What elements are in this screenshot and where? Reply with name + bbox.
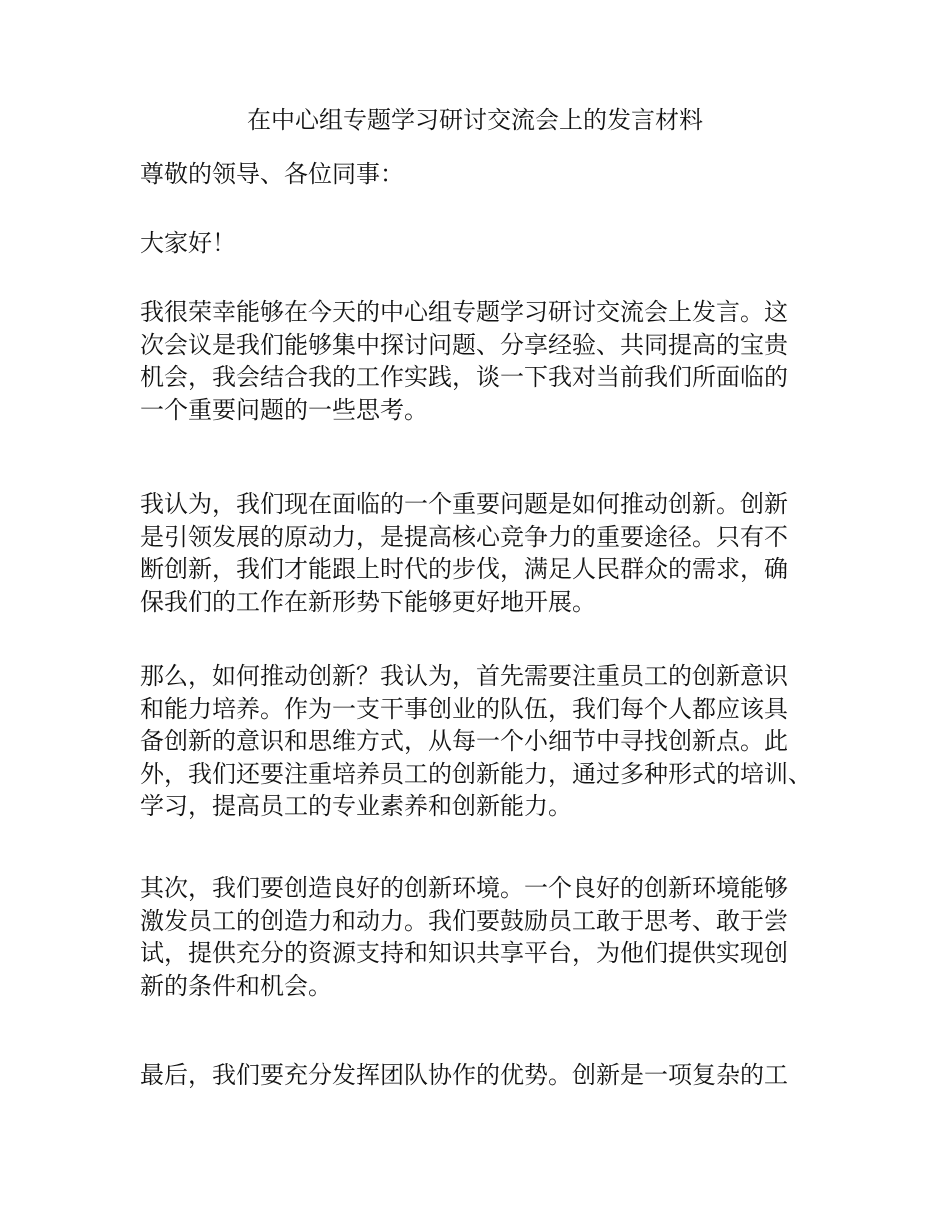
paragraph-line: 我认为，我们现在面临的一个重要问题是如何推动创新。创新	[140, 490, 788, 518]
paragraph-2	[140, 488, 830, 618]
paragraph-line: 其次，我们要创造良好的创新环境。一个良好的创新环境能够	[140, 874, 788, 902]
paragraph-1	[140, 296, 830, 426]
document-title: 在中心组专题学习研讨交流会上的发言材料	[247, 106, 703, 134]
paragraph-line: 学习，提高员工的专业素养和创新能力。	[140, 792, 572, 820]
paragraph-line: 我很荣幸能够在今天的中心组专题学习研讨交流会上发言。这	[140, 298, 788, 326]
paragraph-line: 机会，我会结合我的工作实践，谈一下我对当前我们所面临的	[140, 363, 788, 391]
paragraph-line: 最后，我们要充分发挥团队协作的优势。创新是一项复杂的工	[140, 1061, 788, 1089]
paragraph-line: 一个重要问题的一些思考。	[140, 395, 428, 424]
salutation	[140, 158, 830, 191]
salutation-text: 尊敬的领导、各位同事：	[140, 160, 404, 188]
paragraph-5	[140, 1059, 830, 1092]
paragraph-line: 试，提供充分的资源支持和知识共享平台，为他们提供实现创	[140, 939, 788, 967]
paragraph-line: 保我们的工作在新形势下能够更好地开展。	[140, 587, 596, 616]
paragraph-line: 那么，如何推动创新？我认为，首先需要注重员工的创新意识	[140, 662, 788, 690]
paragraph-line: 和能力培养。作为一支干事创业的队伍，我们每个人都应该具	[140, 694, 788, 723]
paragraph-line: 次会议是我们能够集中探讨问题、分享经验、共同提高的宝贵	[140, 330, 788, 359]
greeting	[140, 227, 830, 260]
paragraph-3	[140, 660, 830, 823]
paragraph-line: 断创新，我们才能跟上时代的步伐，满足人民群众的需求，确	[140, 555, 788, 583]
greeting-text: 大家好！	[140, 229, 236, 257]
paragraph-line: 新的条件和机会。	[140, 971, 332, 1000]
paragraph-line: 外，我们还要注重培养员工的创新能力，通过多种形式的培训、	[140, 759, 812, 788]
paragraph-line: 是引领发展的原动力，是提高核心竞争力的重要途径。只有不	[140, 522, 788, 551]
paragraph-line: 备创新的意识和思维方式，从每一个小细节中寻找创新点。此	[140, 727, 788, 755]
paragraph-line: 激发员工的创造力和动力。我们要鼓励员工敢于思考、敢于尝	[140, 906, 788, 935]
paragraph-4	[140, 872, 830, 1002]
